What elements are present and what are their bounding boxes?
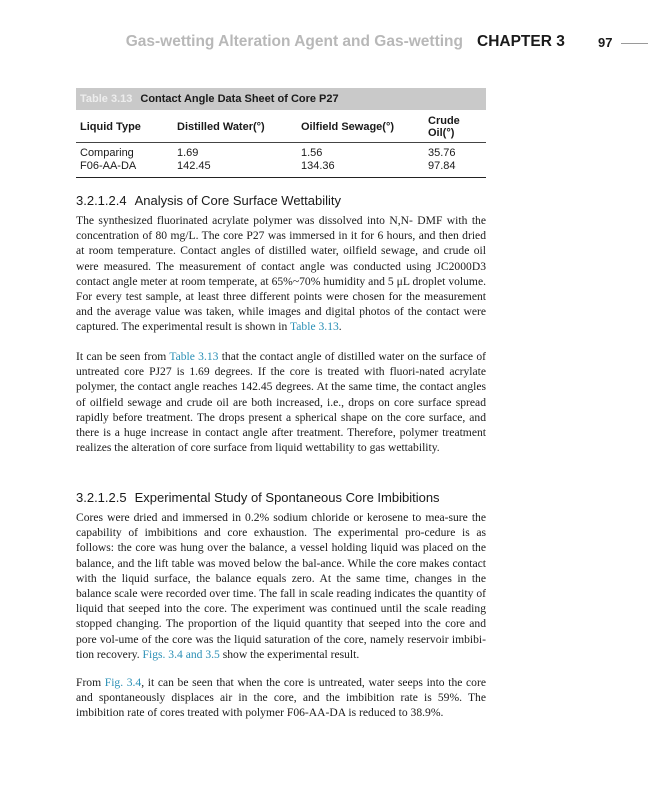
paragraph-imbibition-procedure — [76, 510, 486, 662]
table-cell: 35.76 — [428, 147, 456, 159]
figure-reference-link[interactable]: Figs. 3.4 and 3.5 — [142, 647, 220, 661]
paragraph-wettability-method — [76, 213, 486, 335]
paragraph-text: It can be seen from — [76, 350, 170, 363]
column-header: Distilled Water(°) — [173, 110, 297, 143]
table-cell: 1.56 — [301, 147, 323, 159]
running-head — [0, 33, 648, 55]
table-caption — [76, 88, 486, 110]
section-heading-imbibition — [76, 490, 440, 505]
section-title: Analysis of Core Surface Wettability — [134, 193, 342, 208]
running-head-chapter: CHAPTER 3 — [477, 33, 565, 50]
paragraph-wettability-result — [76, 349, 486, 455]
paragraph-text: From — [76, 676, 105, 689]
column-header: Oilfield Sewage(°) — [297, 110, 424, 143]
paragraph-text: . — [338, 320, 342, 334]
paragraph-text: The synthesized fluorinated acrylate polymer was dissolved into N,N- DMF with the concentration of 80 mg/L. The core P27 was immersed in it for 6 hours, and then dried at room temperature. Contact angles of distilled water, oilfield sewage, and crude oil were measured. The measurement of contact angle was conducted using JC2000D3 contact angle meter at room temperate, at 65%~70% humidity and 5 μL droplet volume. For every test sample, at least three different points were chosen for the measurement and the average value was taken, while images and digital photos of the contact were captured. The experimental result is shown in — [76, 214, 486, 334]
section-number: 3.2.1.2.5 — [76, 490, 127, 505]
table-header-row — [76, 110, 486, 143]
column-header: Crude Oil(°) — [424, 110, 486, 143]
section-heading-wettability — [76, 193, 341, 208]
paragraph-imbibition-result — [76, 675, 486, 721]
contact-angle-table — [76, 110, 486, 178]
page-number: 97 — [598, 35, 613, 50]
table-label: Table 3.13 — [80, 93, 133, 105]
table-cell: F06-AA-DA — [76, 160, 173, 178]
table-reference-link[interactable]: Table 3.13 — [169, 350, 219, 363]
header-rule — [621, 43, 648, 44]
column-header: Liquid Type — [76, 110, 173, 143]
section-number: 3.2.1.2.4 — [76, 193, 127, 208]
paragraph-text: show the experimental result. — [219, 647, 360, 661]
table-cell: 134.36 — [297, 160, 424, 178]
table-cell: 142.45 — [173, 160, 297, 178]
section-title: Experimental Study of Spontaneous Core Imbibitions — [134, 490, 440, 505]
figure-reference-link[interactable]: Fig. 3.4 — [104, 676, 142, 689]
running-head-section-title: Gas-wetting Alteration Agent and Gas-wetting — [125, 33, 463, 50]
paragraph-text: , it can be seen that when the core is untreated, water seeps into the core and spontaneously displaces air in the core, and the imbibition rate is 59%. The imbibition rate of cores treated with polymer F06-AA-DA is reduced to 38.9%. — [76, 676, 486, 720]
table-reference-link[interactable]: Table 3.13 — [290, 320, 339, 334]
table-cell: Comparing — [80, 147, 134, 159]
table-cell: 1.69 — [177, 147, 199, 159]
table-row — [76, 143, 486, 161]
table-title: Contact Angle Data Sheet of Core P27 — [140, 93, 339, 105]
paragraph-text: that the contact angle of distilled water on the surface of untreated core PJ27 is 1.69 degrees. If the core is treated with fluori-nated acrylate polymer, the contact angle reaches 142.45 degrees. At the same time, the contact angles of oilfield sewage and crude oil are both increased, i.e., drops on core surface spread rapidly before treatment. The drops present a spherical shape on the core surface, and there is a huge increase in contact angle after treatment. Therefore, polymer treatment realizes the alteration of core surface from liquid wettability to gas wettability. — [76, 350, 486, 455]
paragraph-text: Cores were dried and immersed in 0.2% sodium chloride or kerosene to mea-sure the capability of imbibitions and core exhaustion. The experimental pro-cedure is as follows: the core was hung over the balance, a vessel holding liquid was placed on the balance, and the lift table was moved below the bal-ance. While the core makes contact with the liquid surface, the balance equals zero. At the same time, changes in the balance scale were recorded over time. The fall in scale reading indicates the quantity of liquid that seeped into the core. The experiment was continued until the scale reading stopped changing. The proportion of the liquid quantity that seeped into the core and pore vol-ume of the core was the liquid saturation of the core, namely reservoir imbibi-tion recovery. — [76, 511, 486, 661]
table-cell: 97.84 — [424, 160, 486, 178]
table-row — [76, 160, 486, 178]
